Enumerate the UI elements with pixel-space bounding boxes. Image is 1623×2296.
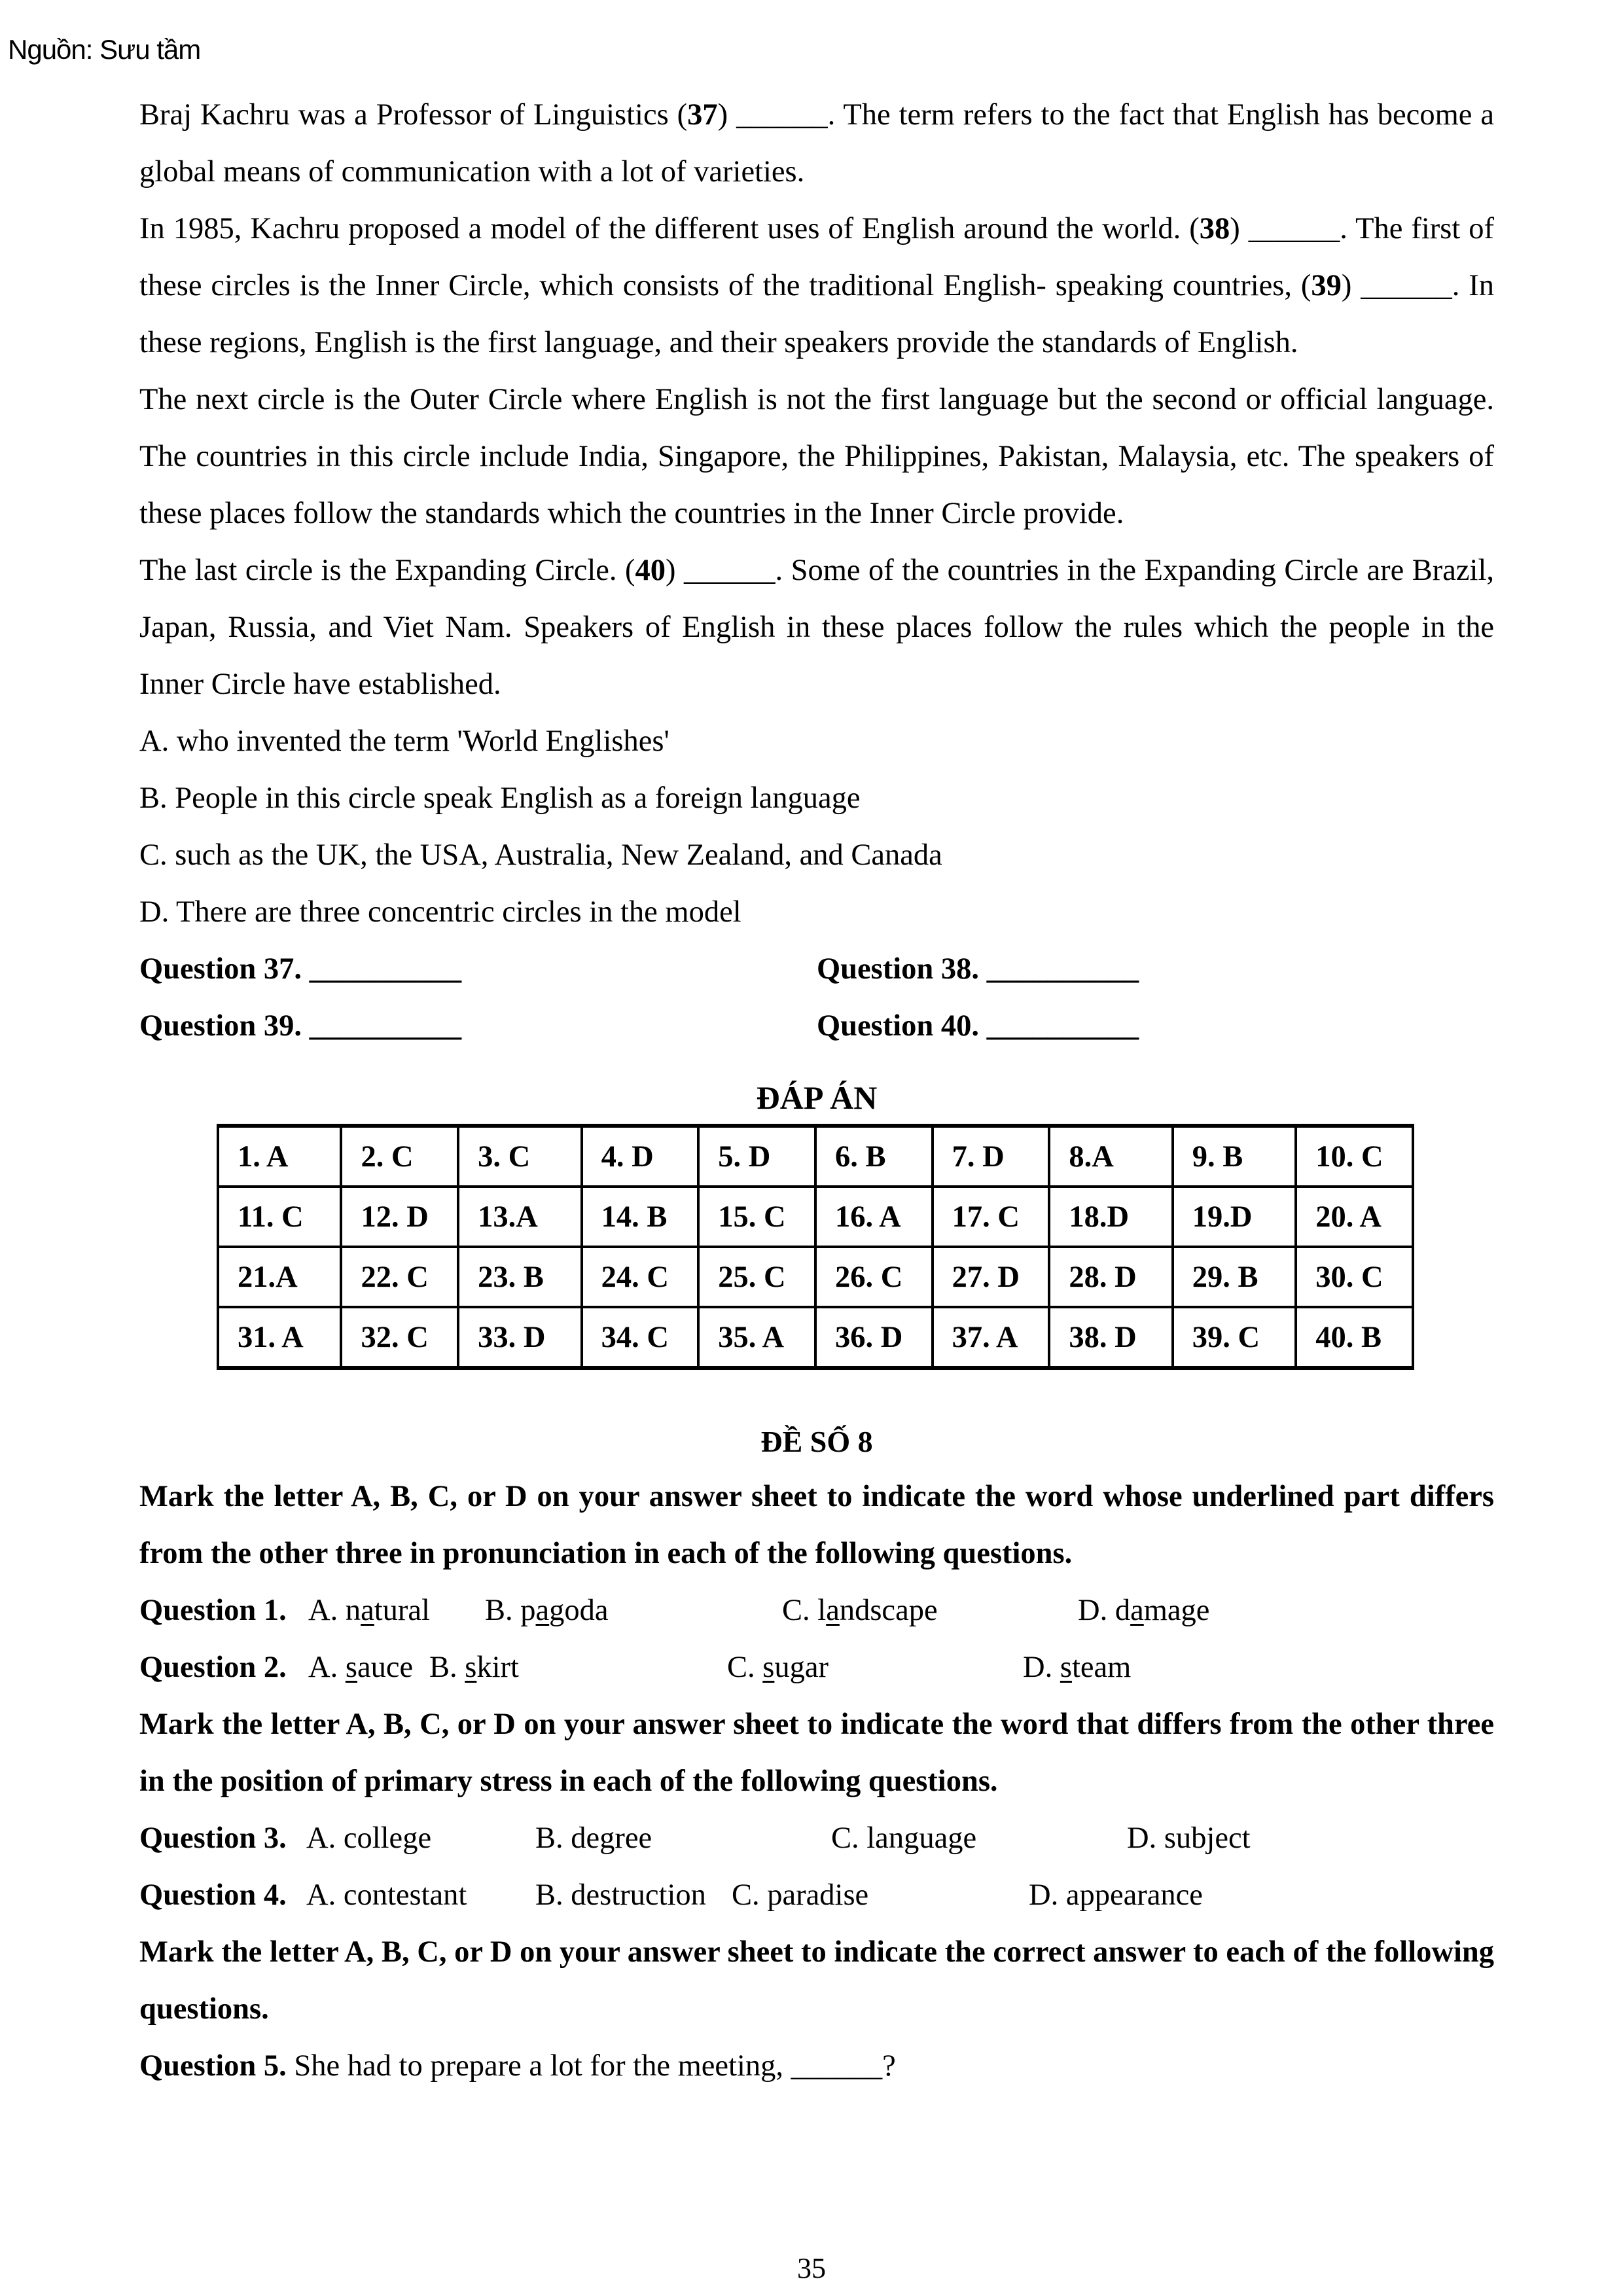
answer-blank: ______ <box>736 98 828 132</box>
text: l <box>817 1594 827 1627</box>
answer-key-row <box>218 1307 1413 1368</box>
answer-key-cell: 2. C <box>341 1126 458 1187</box>
option-a: A. who invented the term 'World Englishes' <box>139 725 669 758</box>
answer-lines-row-2 <box>139 997 1494 1054</box>
answer-key-cell: 3. C <box>458 1126 581 1187</box>
text: auce <box>357 1651 414 1684</box>
answer-key-cell: 31. A <box>218 1307 341 1368</box>
answer-key-cell: 28. D <box>1049 1247 1172 1307</box>
text: ndscape <box>839 1594 938 1627</box>
q2-option-a <box>308 1639 429 1696</box>
question-4: Question 4. A. contestant B. destruction C. paradise D. appearance <box>139 1867 1494 1924</box>
passage-paragraph-38-39 <box>139 200 1494 371</box>
q2-option-b <box>429 1639 727 1696</box>
answer-key-cell: 32. C <box>341 1307 458 1368</box>
text: ) <box>717 98 737 132</box>
blank-number: 37 <box>687 98 718 132</box>
answer-line-39: Question 39. __________ <box>139 1009 462 1043</box>
answer-line-40: Question 40. __________ <box>817 1009 1139 1043</box>
q1-option-d <box>1078 1582 1209 1639</box>
q3-option-d: D. subject <box>1127 1821 1251 1855</box>
page-content <box>139 86 1494 2094</box>
text: p <box>520 1594 536 1627</box>
blank-number: 38 <box>1199 212 1230 245</box>
question-3: Question 3. A. college B. degree C. language D. subject <box>139 1810 1494 1867</box>
answer-blank: ______ <box>1248 212 1340 245</box>
prefix: A. <box>308 1594 346 1627</box>
text: . In these regions, English is the first language, and their speakers provide the standards of English. <box>139 269 1494 359</box>
answer-key-cell: 17. C <box>933 1187 1050 1247</box>
answer-key-cell: 10. C <box>1296 1126 1413 1187</box>
answer-key-cell: 12. D <box>341 1187 458 1247</box>
blank-number: 39 <box>1311 269 1342 302</box>
prefix: D. <box>1023 1651 1060 1684</box>
answer-key-cell: 18.D <box>1049 1187 1172 1247</box>
underlined-part: s <box>762 1651 775 1684</box>
text: team <box>1071 1651 1132 1684</box>
answer-key-cell: 21.A <box>218 1247 341 1307</box>
text: kirt <box>476 1651 519 1684</box>
answer-key-cell: 29. B <box>1173 1247 1296 1307</box>
question-1: Question 1. A. natural B. pagoda C. landscape D. damage <box>139 1582 1494 1639</box>
answer-key-cell: 30. C <box>1296 1247 1413 1307</box>
underlined-part: a <box>826 1594 840 1627</box>
text: goda <box>549 1594 609 1627</box>
text: ) <box>666 554 685 587</box>
passage-paragraph-40 <box>139 542 1494 713</box>
answer-line-38: Question 38. __________ <box>817 952 1139 986</box>
answer-key-row <box>218 1187 1413 1247</box>
answer-key-cell: 6. B <box>815 1126 933 1187</box>
answer-key-cell: 26. C <box>815 1247 933 1307</box>
answer-key-cell: 37. A <box>933 1307 1050 1368</box>
answer-key-cell: 40. B <box>1296 1307 1413 1368</box>
q1-option-b <box>485 1582 782 1639</box>
answer-key-cell: 33. D <box>458 1307 581 1368</box>
answer-key-cell: 8.A <box>1049 1126 1172 1187</box>
question-label: Question 5. <box>139 2049 287 2083</box>
instruction-stress: Mark the letter A, B, C, or D on your answer sheet to indicate the word that differs from the other three in the position of primary stress in each of the following questions. <box>139 1708 1494 1798</box>
prefix: C. <box>782 1594 818 1627</box>
answer-key-cell: 39. C <box>1173 1307 1296 1368</box>
test-title: ĐỀ SỐ 8 <box>760 1425 873 1458</box>
text: ) <box>1341 269 1361 302</box>
text: tural <box>374 1594 430 1627</box>
prefix: D. <box>1078 1594 1115 1627</box>
question-text: She had to prepare a lot for the meeting, ______? <box>286 2049 896 2083</box>
q1-option-c <box>782 1582 1078 1639</box>
text: The last circle is the Expanding Circle. ( <box>139 554 635 587</box>
text: Braj Kachru was a Professor of Linguistics ( <box>139 98 688 132</box>
option-d: D. There are three concentric circles in the model <box>139 895 741 929</box>
question-5 <box>139 2037 1494 2094</box>
answer-key-cell: 4. D <box>582 1126 699 1187</box>
text: . The term refers to the fact that English has become a global means of communication with a lot of varieties. <box>139 98 1494 188</box>
answer-key-table <box>217 1124 1414 1370</box>
answer-key-cell: 7. D <box>933 1126 1050 1187</box>
q2-option-d <box>1023 1639 1131 1696</box>
text: ( <box>1300 269 1311 302</box>
answer-blank: ______ <box>1361 269 1452 302</box>
q4-option-d: D. appearance <box>1029 1878 1203 1912</box>
passage-paragraph-37 <box>139 86 1494 200</box>
underlined-part: s <box>1060 1651 1072 1684</box>
answer-key-cell: 19.D <box>1173 1187 1296 1247</box>
answer-key-cell: 24. C <box>582 1247 699 1307</box>
q3-option-c: C. language <box>831 1821 977 1855</box>
instruction-correct-answer: Mark the letter A, B, C, or D on your answer sheet to indicate the correct answer to each of the following questions. <box>139 1935 1494 2026</box>
answer-key-cell: 36. D <box>815 1307 933 1368</box>
option-c: C. such as the UK, the USA, Australia, New Zealand, and Canada <box>139 838 942 872</box>
q3-option-a: A. college <box>306 1821 432 1855</box>
answer-lines-row-1 <box>139 941 1494 997</box>
underlined-part: a <box>1130 1594 1144 1627</box>
text: mage <box>1143 1594 1210 1627</box>
answer-key-cell: 38. D <box>1049 1307 1172 1368</box>
text: . The first of these circles is the Inner Circle, which consists of the traditional English- speaking countries, <box>139 212 1495 302</box>
answer-key-cell: 14. B <box>582 1187 699 1247</box>
answer-key-cell: 1. A <box>218 1126 341 1187</box>
page-number: 35 <box>797 2252 826 2284</box>
q1-option-a <box>308 1582 485 1639</box>
answer-blank: ______ <box>684 554 776 587</box>
instruction-pronunciation: Mark the letter A, B, C, or D on your answer sheet to indicate the word whose underlined part differs from the other three in pronunciation in each of the following questions. <box>139 1480 1494 1570</box>
prefix: C. <box>727 1651 763 1684</box>
prefix: B. <box>485 1594 521 1627</box>
underlined-part: s <box>345 1651 357 1684</box>
text: n <box>345 1594 361 1627</box>
text: ) <box>1230 212 1249 245</box>
answer-key-cell: 11. C <box>218 1187 341 1247</box>
answer-key-cell: 13.A <box>458 1187 581 1247</box>
answer-key-cell: 9. B <box>1173 1126 1296 1187</box>
question-2: Question 2. A. sauce B. skirt C. sugar D. steam <box>139 1639 1494 1696</box>
underlined-part: a <box>361 1594 374 1627</box>
underlined-part: a <box>535 1594 550 1627</box>
answer-key-cell: 23. B <box>458 1247 581 1307</box>
answer-key-cell: 15. C <box>698 1187 815 1247</box>
answer-key-cell: 34. C <box>582 1307 699 1368</box>
q4-option-b: B. destruction <box>535 1878 706 1912</box>
answer-key-cell: 25. C <box>698 1247 815 1307</box>
answer-line-37: Question 37. __________ <box>139 952 462 986</box>
prefix: A. <box>308 1651 346 1684</box>
q2-option-c <box>727 1639 1023 1696</box>
answer-key-row <box>218 1126 1413 1187</box>
option-b: B. People in this circle speak English as a foreign language <box>139 781 861 815</box>
answer-key-cell: 16. A <box>815 1187 933 1247</box>
underlined-part: s <box>465 1651 477 1684</box>
source-label: Nguồn: Sưu tầm <box>8 34 201 65</box>
prefix: B. <box>429 1651 465 1684</box>
answer-key-cell: 20. A <box>1296 1187 1413 1247</box>
passage-paragraph-outer: The next circle is the Outer Circle where English is not the first language but the second or official language. The countries in this circle include India, Singapore, the Philippines, Pakistan, Malaysia, etc. The speakers of these places follow the standards which the countries in the Inner Circle provide. <box>139 383 1494 530</box>
answer-key-cell: 22. C <box>341 1247 458 1307</box>
text: d <box>1115 1594 1131 1627</box>
answer-key-cell: 27. D <box>933 1247 1050 1307</box>
q4-option-a: A. contestant <box>306 1878 467 1912</box>
q3-option-b: B. degree <box>535 1821 652 1855</box>
text: . Some of the countries in the Expanding Circle are Brazil, Japan, Russia, and Viet Nam. Speakers of English in these places follow the rules which the people in the Inner Circle have established. <box>139 554 1495 701</box>
text: In 1985, Kachru proposed a model of the different uses of English around the world. ( <box>139 212 1200 245</box>
blank-number: 40 <box>635 554 666 587</box>
text: ugar <box>774 1651 829 1684</box>
answer-key-title: ĐÁP ÁN <box>756 1079 878 1116</box>
answer-key-cell: 5. D <box>698 1126 815 1187</box>
answer-key-row <box>218 1247 1413 1307</box>
answer-key-cell: 35. A <box>698 1307 815 1368</box>
q4-option-c: C. paradise <box>732 1878 869 1912</box>
